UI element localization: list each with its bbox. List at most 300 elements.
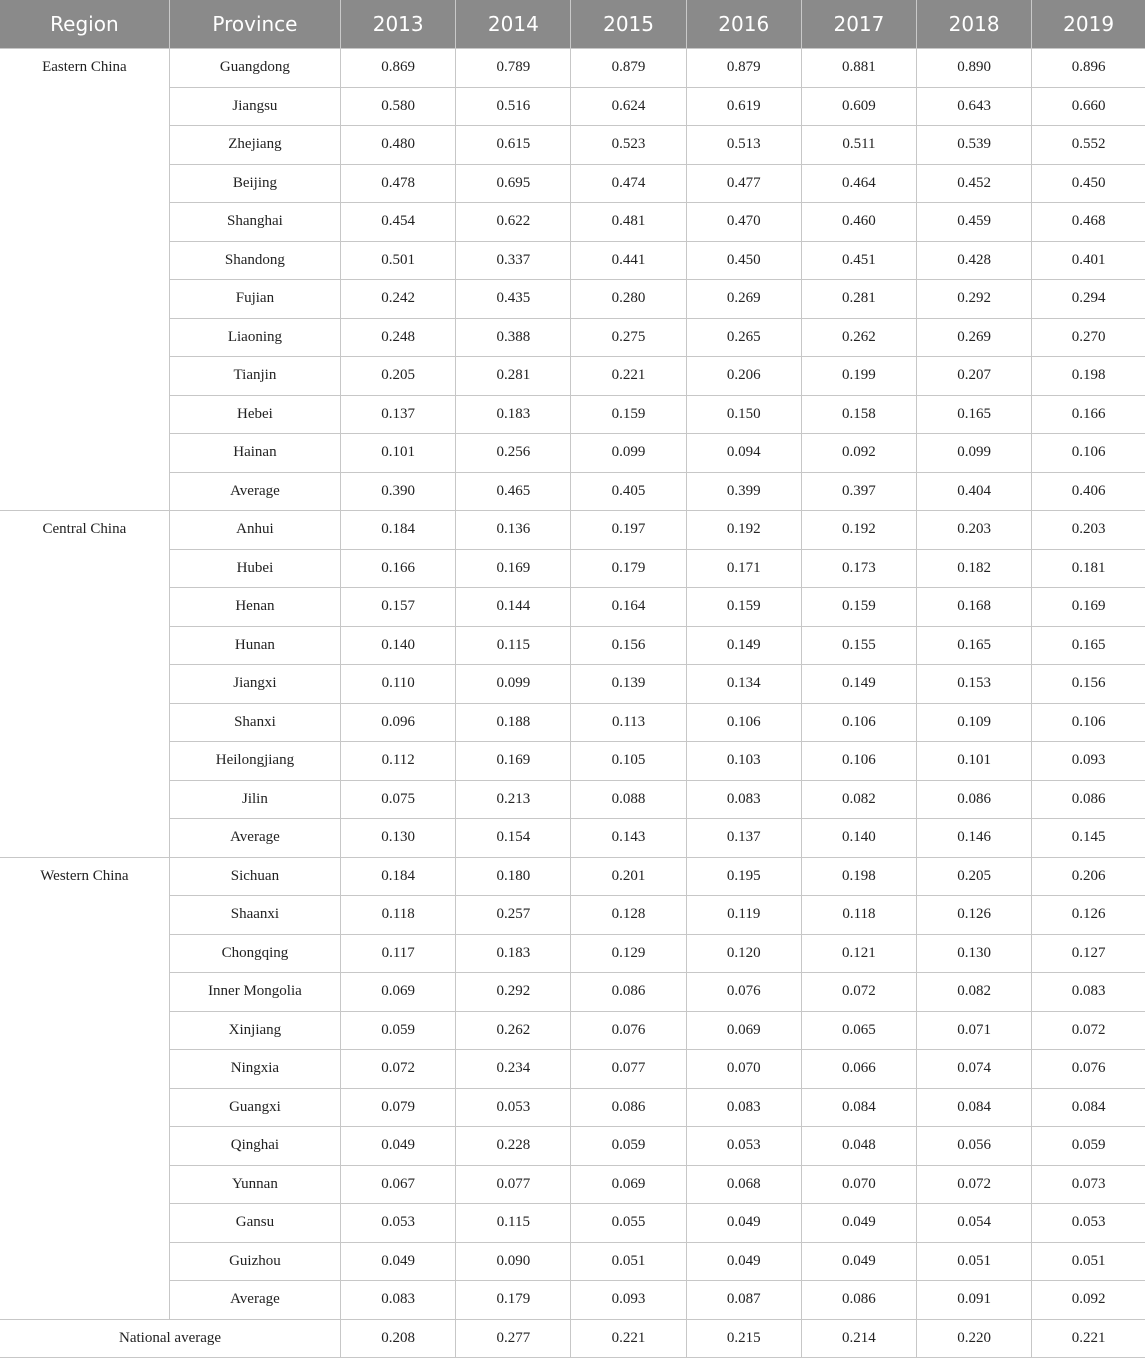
value-cell: 0.065 (801, 1011, 916, 1050)
value-cell: 0.092 (1032, 1281, 1145, 1320)
province-cell: Hubei (169, 549, 340, 588)
value-cell: 0.198 (801, 857, 916, 896)
value-cell: 0.149 (686, 626, 801, 665)
value-cell: 0.126 (917, 896, 1032, 935)
value-cell: 0.049 (801, 1242, 916, 1281)
value-cell: 0.159 (801, 588, 916, 627)
value-cell: 0.071 (917, 1011, 1032, 1050)
region-cell: Central China (0, 511, 169, 858)
table-row (0, 395, 1145, 434)
value-cell: 0.179 (456, 1281, 571, 1320)
value-cell: 0.069 (571, 1165, 686, 1204)
value-cell: 0.474 (571, 164, 686, 203)
value-cell: 0.220 (917, 1319, 1032, 1358)
province-cell: Henan (169, 588, 340, 627)
region-cell: Eastern China (0, 49, 169, 511)
value-cell: 0.072 (917, 1165, 1032, 1204)
table-row (0, 1127, 1145, 1166)
value-cell: 0.143 (571, 819, 686, 858)
table-header (0, 0, 1145, 49)
value-cell: 0.265 (686, 318, 801, 357)
value-cell: 0.188 (456, 703, 571, 742)
value-cell: 0.091 (917, 1281, 1032, 1320)
header-year-2013: 2013 (341, 0, 456, 49)
value-cell: 0.470 (686, 203, 801, 242)
table-row (0, 203, 1145, 242)
value-cell: 0.609 (801, 87, 916, 126)
value-cell: 0.077 (456, 1165, 571, 1204)
province-cell: Guizhou (169, 1242, 340, 1281)
province-cell: Hainan (169, 434, 340, 473)
table-row (0, 434, 1145, 473)
value-cell: 0.077 (571, 1050, 686, 1089)
value-cell: 0.072 (341, 1050, 456, 1089)
value-cell: 0.153 (917, 665, 1032, 704)
value-cell: 0.165 (917, 395, 1032, 434)
national-average-label: National average (0, 1319, 341, 1358)
value-cell: 0.256 (456, 434, 571, 473)
value-cell: 0.076 (686, 973, 801, 1012)
value-cell: 0.130 (917, 934, 1032, 973)
province-cell: Jiangsu (169, 87, 340, 126)
table-row (0, 280, 1145, 319)
value-cell: 0.075 (341, 780, 456, 819)
value-cell: 0.169 (1032, 588, 1145, 627)
province-cell: Gansu (169, 1204, 340, 1243)
value-cell: 0.053 (686, 1127, 801, 1166)
table-row (0, 780, 1145, 819)
value-cell: 0.292 (917, 280, 1032, 319)
value-cell: 0.478 (341, 164, 456, 203)
value-cell: 0.206 (686, 357, 801, 396)
value-cell: 0.103 (686, 742, 801, 781)
value-cell: 0.169 (456, 549, 571, 588)
value-cell: 0.051 (917, 1242, 1032, 1281)
value-cell: 0.106 (1032, 703, 1145, 742)
value-cell: 0.106 (686, 703, 801, 742)
value-cell: 0.119 (686, 896, 801, 935)
province-cell: Zhejiang (169, 126, 340, 165)
value-cell: 0.120 (686, 934, 801, 973)
value-cell: 0.695 (456, 164, 571, 203)
value-cell: 0.459 (917, 203, 1032, 242)
average-row (0, 819, 1145, 858)
value-cell: 0.468 (1032, 203, 1145, 242)
value-cell: 0.084 (917, 1088, 1032, 1127)
value-cell: 0.169 (456, 742, 571, 781)
province-cell: Average (169, 819, 340, 858)
value-cell: 0.262 (456, 1011, 571, 1050)
value-cell: 0.068 (686, 1165, 801, 1204)
value-cell: 0.105 (571, 742, 686, 781)
value-cell: 0.158 (801, 395, 916, 434)
value-cell: 0.049 (341, 1127, 456, 1166)
value-cell: 0.539 (917, 126, 1032, 165)
value-cell: 0.337 (456, 241, 571, 280)
value-cell: 0.281 (456, 357, 571, 396)
table-row (0, 1050, 1145, 1089)
header-year-2016: 2016 (686, 0, 801, 49)
table-row (0, 665, 1145, 704)
table-row (0, 973, 1145, 1012)
table-row (0, 87, 1145, 126)
header-province: Province (169, 0, 340, 49)
table-row (0, 703, 1145, 742)
value-cell: 0.106 (801, 703, 916, 742)
value-cell: 0.215 (686, 1319, 801, 1358)
value-cell: 0.464 (801, 164, 916, 203)
value-cell: 0.088 (571, 780, 686, 819)
value-cell: 0.624 (571, 87, 686, 126)
value-cell: 0.113 (571, 703, 686, 742)
value-cell: 0.292 (456, 973, 571, 1012)
value-cell: 0.164 (571, 588, 686, 627)
value-cell: 0.118 (341, 896, 456, 935)
value-cell: 0.083 (341, 1281, 456, 1320)
value-cell: 0.281 (801, 280, 916, 319)
province-cell: Jiangxi (169, 665, 340, 704)
province-cell: Qinghai (169, 1127, 340, 1166)
value-cell: 0.072 (801, 973, 916, 1012)
value-cell: 0.452 (917, 164, 1032, 203)
value-cell: 0.294 (1032, 280, 1145, 319)
value-cell: 0.159 (571, 395, 686, 434)
value-cell: 0.093 (1032, 742, 1145, 781)
value-cell: 0.069 (341, 973, 456, 1012)
province-cell: Jilin (169, 780, 340, 819)
value-cell: 0.205 (341, 357, 456, 396)
province-cell: Tianjin (169, 357, 340, 396)
value-cell: 0.183 (456, 395, 571, 434)
region-cell: Western China (0, 857, 169, 1319)
value-cell: 0.110 (341, 665, 456, 704)
value-cell: 0.086 (1032, 780, 1145, 819)
value-cell: 0.397 (801, 472, 916, 511)
province-cell: Hebei (169, 395, 340, 434)
value-cell: 0.428 (917, 241, 1032, 280)
value-cell: 0.112 (341, 742, 456, 781)
value-cell: 0.195 (686, 857, 801, 896)
value-cell: 0.580 (341, 87, 456, 126)
value-cell: 0.136 (456, 511, 571, 550)
value-cell: 0.049 (801, 1204, 916, 1243)
value-cell: 0.171 (686, 549, 801, 588)
value-cell: 0.192 (801, 511, 916, 550)
value-cell: 0.130 (341, 819, 456, 858)
value-cell: 0.067 (341, 1165, 456, 1204)
province-cell: Beijing (169, 164, 340, 203)
value-cell: 0.643 (917, 87, 1032, 126)
value-cell: 0.166 (1032, 395, 1145, 434)
value-cell: 0.087 (686, 1281, 801, 1320)
value-cell: 0.435 (456, 280, 571, 319)
value-cell: 0.879 (686, 49, 801, 88)
value-cell: 0.139 (571, 665, 686, 704)
value-cell: 0.053 (456, 1088, 571, 1127)
value-cell: 0.173 (801, 549, 916, 588)
value-cell: 0.146 (917, 819, 1032, 858)
header-year-2017: 2017 (801, 0, 916, 49)
value-cell: 0.881 (801, 49, 916, 88)
value-cell: 0.129 (571, 934, 686, 973)
value-cell: 0.126 (1032, 896, 1145, 935)
value-cell: 0.059 (1032, 1127, 1145, 1166)
value-cell: 0.184 (341, 857, 456, 896)
value-cell: 0.257 (456, 896, 571, 935)
value-cell: 0.516 (456, 87, 571, 126)
value-cell: 0.221 (571, 1319, 686, 1358)
table-row (0, 1011, 1145, 1050)
value-cell: 0.156 (571, 626, 686, 665)
value-cell: 0.149 (801, 665, 916, 704)
value-cell: 0.140 (341, 626, 456, 665)
value-cell: 0.501 (341, 241, 456, 280)
value-cell: 0.086 (571, 973, 686, 1012)
value-cell: 0.165 (917, 626, 1032, 665)
province-cell: Shanghai (169, 203, 340, 242)
header-region: Region (0, 0, 169, 49)
value-cell: 0.280 (571, 280, 686, 319)
table-row (0, 549, 1145, 588)
value-cell: 0.157 (341, 588, 456, 627)
value-cell: 0.203 (1032, 511, 1145, 550)
national-average-row (0, 1319, 1145, 1358)
value-cell: 0.552 (1032, 126, 1145, 165)
value-cell: 0.182 (917, 549, 1032, 588)
value-cell: 0.070 (686, 1050, 801, 1089)
value-cell: 0.404 (917, 472, 1032, 511)
value-cell: 0.406 (1032, 472, 1145, 511)
table-row (0, 126, 1145, 165)
value-cell: 0.115 (456, 1204, 571, 1243)
value-cell: 0.221 (1032, 1319, 1145, 1358)
value-cell: 0.183 (456, 934, 571, 973)
value-cell: 0.221 (571, 357, 686, 396)
value-cell: 0.234 (456, 1050, 571, 1089)
table-row (0, 1242, 1145, 1281)
value-cell: 0.051 (571, 1242, 686, 1281)
average-row (0, 1281, 1145, 1320)
value-cell: 0.619 (686, 87, 801, 126)
value-cell: 0.401 (1032, 241, 1145, 280)
value-cell: 0.082 (917, 973, 1032, 1012)
value-cell: 0.208 (341, 1319, 456, 1358)
province-cell: Sichuan (169, 857, 340, 896)
value-cell: 0.181 (1032, 549, 1145, 588)
value-cell: 0.390 (341, 472, 456, 511)
value-cell: 0.059 (341, 1011, 456, 1050)
header-row (0, 0, 1145, 49)
value-cell: 0.513 (686, 126, 801, 165)
value-cell: 0.789 (456, 49, 571, 88)
value-cell: 0.059 (571, 1127, 686, 1166)
province-cell: Average (169, 1281, 340, 1320)
value-cell: 0.049 (686, 1204, 801, 1243)
value-cell: 0.275 (571, 318, 686, 357)
value-cell: 0.048 (801, 1127, 916, 1166)
table-row (0, 511, 1145, 550)
value-cell: 0.890 (917, 49, 1032, 88)
value-cell: 0.228 (456, 1127, 571, 1166)
province-cell: Shanxi (169, 703, 340, 742)
value-cell: 0.523 (571, 126, 686, 165)
value-cell: 0.101 (341, 434, 456, 473)
value-cell: 0.090 (456, 1242, 571, 1281)
province-cell: Inner Mongolia (169, 973, 340, 1012)
value-cell: 0.079 (341, 1088, 456, 1127)
value-cell: 0.076 (571, 1011, 686, 1050)
value-cell: 0.184 (341, 511, 456, 550)
value-cell: 0.101 (917, 742, 1032, 781)
value-cell: 0.450 (1032, 164, 1145, 203)
value-cell: 0.082 (801, 780, 916, 819)
value-cell: 0.451 (801, 241, 916, 280)
value-cell: 0.069 (686, 1011, 801, 1050)
value-cell: 0.615 (456, 126, 571, 165)
value-cell: 0.450 (686, 241, 801, 280)
value-cell: 0.155 (801, 626, 916, 665)
value-cell: 0.073 (1032, 1165, 1145, 1204)
value-cell: 0.480 (341, 126, 456, 165)
value-cell: 0.159 (686, 588, 801, 627)
value-cell: 0.134 (686, 665, 801, 704)
value-cell: 0.056 (917, 1127, 1032, 1166)
value-cell: 0.140 (801, 819, 916, 858)
value-cell: 0.460 (801, 203, 916, 242)
value-cell: 0.145 (1032, 819, 1145, 858)
value-cell: 0.070 (801, 1165, 916, 1204)
table-row (0, 588, 1145, 627)
value-cell: 0.144 (456, 588, 571, 627)
province-cell: Liaoning (169, 318, 340, 357)
header-year-2014: 2014 (456, 0, 571, 49)
province-cell: Yunnan (169, 1165, 340, 1204)
province-cell: Shandong (169, 241, 340, 280)
province-cell: Hunan (169, 626, 340, 665)
province-cell: Fujian (169, 280, 340, 319)
table-row (0, 857, 1145, 896)
value-cell: 0.150 (686, 395, 801, 434)
province-cell: Average (169, 472, 340, 511)
value-cell: 0.127 (1032, 934, 1145, 973)
table-row (0, 896, 1145, 935)
province-cell: Shaanxi (169, 896, 340, 935)
value-cell: 0.270 (1032, 318, 1145, 357)
value-cell: 0.086 (801, 1281, 916, 1320)
value-cell: 0.205 (917, 857, 1032, 896)
value-cell: 0.269 (686, 280, 801, 319)
value-cell: 0.084 (1032, 1088, 1145, 1127)
province-cell: Guangxi (169, 1088, 340, 1127)
value-cell: 0.180 (456, 857, 571, 896)
province-cell: Guangdong (169, 49, 340, 88)
value-cell: 0.106 (1032, 434, 1145, 473)
header-year-2018: 2018 (917, 0, 1032, 49)
value-cell: 0.388 (456, 318, 571, 357)
value-cell: 0.896 (1032, 49, 1145, 88)
province-cell: Ningxia (169, 1050, 340, 1089)
value-cell: 0.465 (456, 472, 571, 511)
value-cell: 0.115 (456, 626, 571, 665)
value-cell: 0.137 (686, 819, 801, 858)
value-cell: 0.660 (1032, 87, 1145, 126)
value-cell: 0.109 (917, 703, 1032, 742)
value-cell: 0.214 (801, 1319, 916, 1358)
value-cell: 0.083 (686, 1088, 801, 1127)
value-cell: 0.099 (917, 434, 1032, 473)
value-cell: 0.213 (456, 780, 571, 819)
value-cell: 0.198 (1032, 357, 1145, 396)
value-cell: 0.049 (341, 1242, 456, 1281)
value-cell: 0.055 (571, 1204, 686, 1243)
value-cell: 0.481 (571, 203, 686, 242)
value-cell: 0.242 (341, 280, 456, 319)
value-cell: 0.179 (571, 549, 686, 588)
value-cell: 0.066 (801, 1050, 916, 1089)
value-cell: 0.206 (1032, 857, 1145, 896)
value-cell: 0.093 (571, 1281, 686, 1320)
value-cell: 0.269 (917, 318, 1032, 357)
value-cell: 0.165 (1032, 626, 1145, 665)
value-cell: 0.106 (801, 742, 916, 781)
value-cell: 0.399 (686, 472, 801, 511)
value-cell: 0.405 (571, 472, 686, 511)
value-cell: 0.454 (341, 203, 456, 242)
value-cell: 0.083 (1032, 973, 1145, 1012)
value-cell: 0.137 (341, 395, 456, 434)
province-cell: Anhui (169, 511, 340, 550)
value-cell: 0.094 (686, 434, 801, 473)
table-row (0, 1204, 1145, 1243)
value-cell: 0.053 (341, 1204, 456, 1243)
value-cell: 0.156 (1032, 665, 1145, 704)
table-row (0, 742, 1145, 781)
value-cell: 0.074 (917, 1050, 1032, 1089)
table-body (0, 49, 1145, 1358)
value-cell: 0.084 (801, 1088, 916, 1127)
value-cell: 0.207 (917, 357, 1032, 396)
value-cell: 0.072 (1032, 1011, 1145, 1050)
province-cell: Chongqing (169, 934, 340, 973)
value-cell: 0.511 (801, 126, 916, 165)
value-cell: 0.121 (801, 934, 916, 973)
value-cell: 0.262 (801, 318, 916, 357)
value-cell: 0.477 (686, 164, 801, 203)
value-cell: 0.199 (801, 357, 916, 396)
header-year-2015: 2015 (571, 0, 686, 49)
value-cell: 0.117 (341, 934, 456, 973)
table-row (0, 49, 1145, 88)
table-row (0, 241, 1145, 280)
value-cell: 0.076 (1032, 1050, 1145, 1089)
value-cell: 0.441 (571, 241, 686, 280)
value-cell: 0.051 (1032, 1242, 1145, 1281)
value-cell: 0.197 (571, 511, 686, 550)
value-cell: 0.277 (456, 1319, 571, 1358)
value-cell: 0.086 (571, 1088, 686, 1127)
value-cell: 0.166 (341, 549, 456, 588)
table-row (0, 934, 1145, 973)
value-cell: 0.201 (571, 857, 686, 896)
value-cell: 0.154 (456, 819, 571, 858)
value-cell: 0.083 (686, 780, 801, 819)
value-cell: 0.053 (1032, 1204, 1145, 1243)
table-row (0, 164, 1145, 203)
value-cell: 0.118 (801, 896, 916, 935)
province-cell: Xinjiang (169, 1011, 340, 1050)
value-cell: 0.099 (571, 434, 686, 473)
value-cell: 0.248 (341, 318, 456, 357)
